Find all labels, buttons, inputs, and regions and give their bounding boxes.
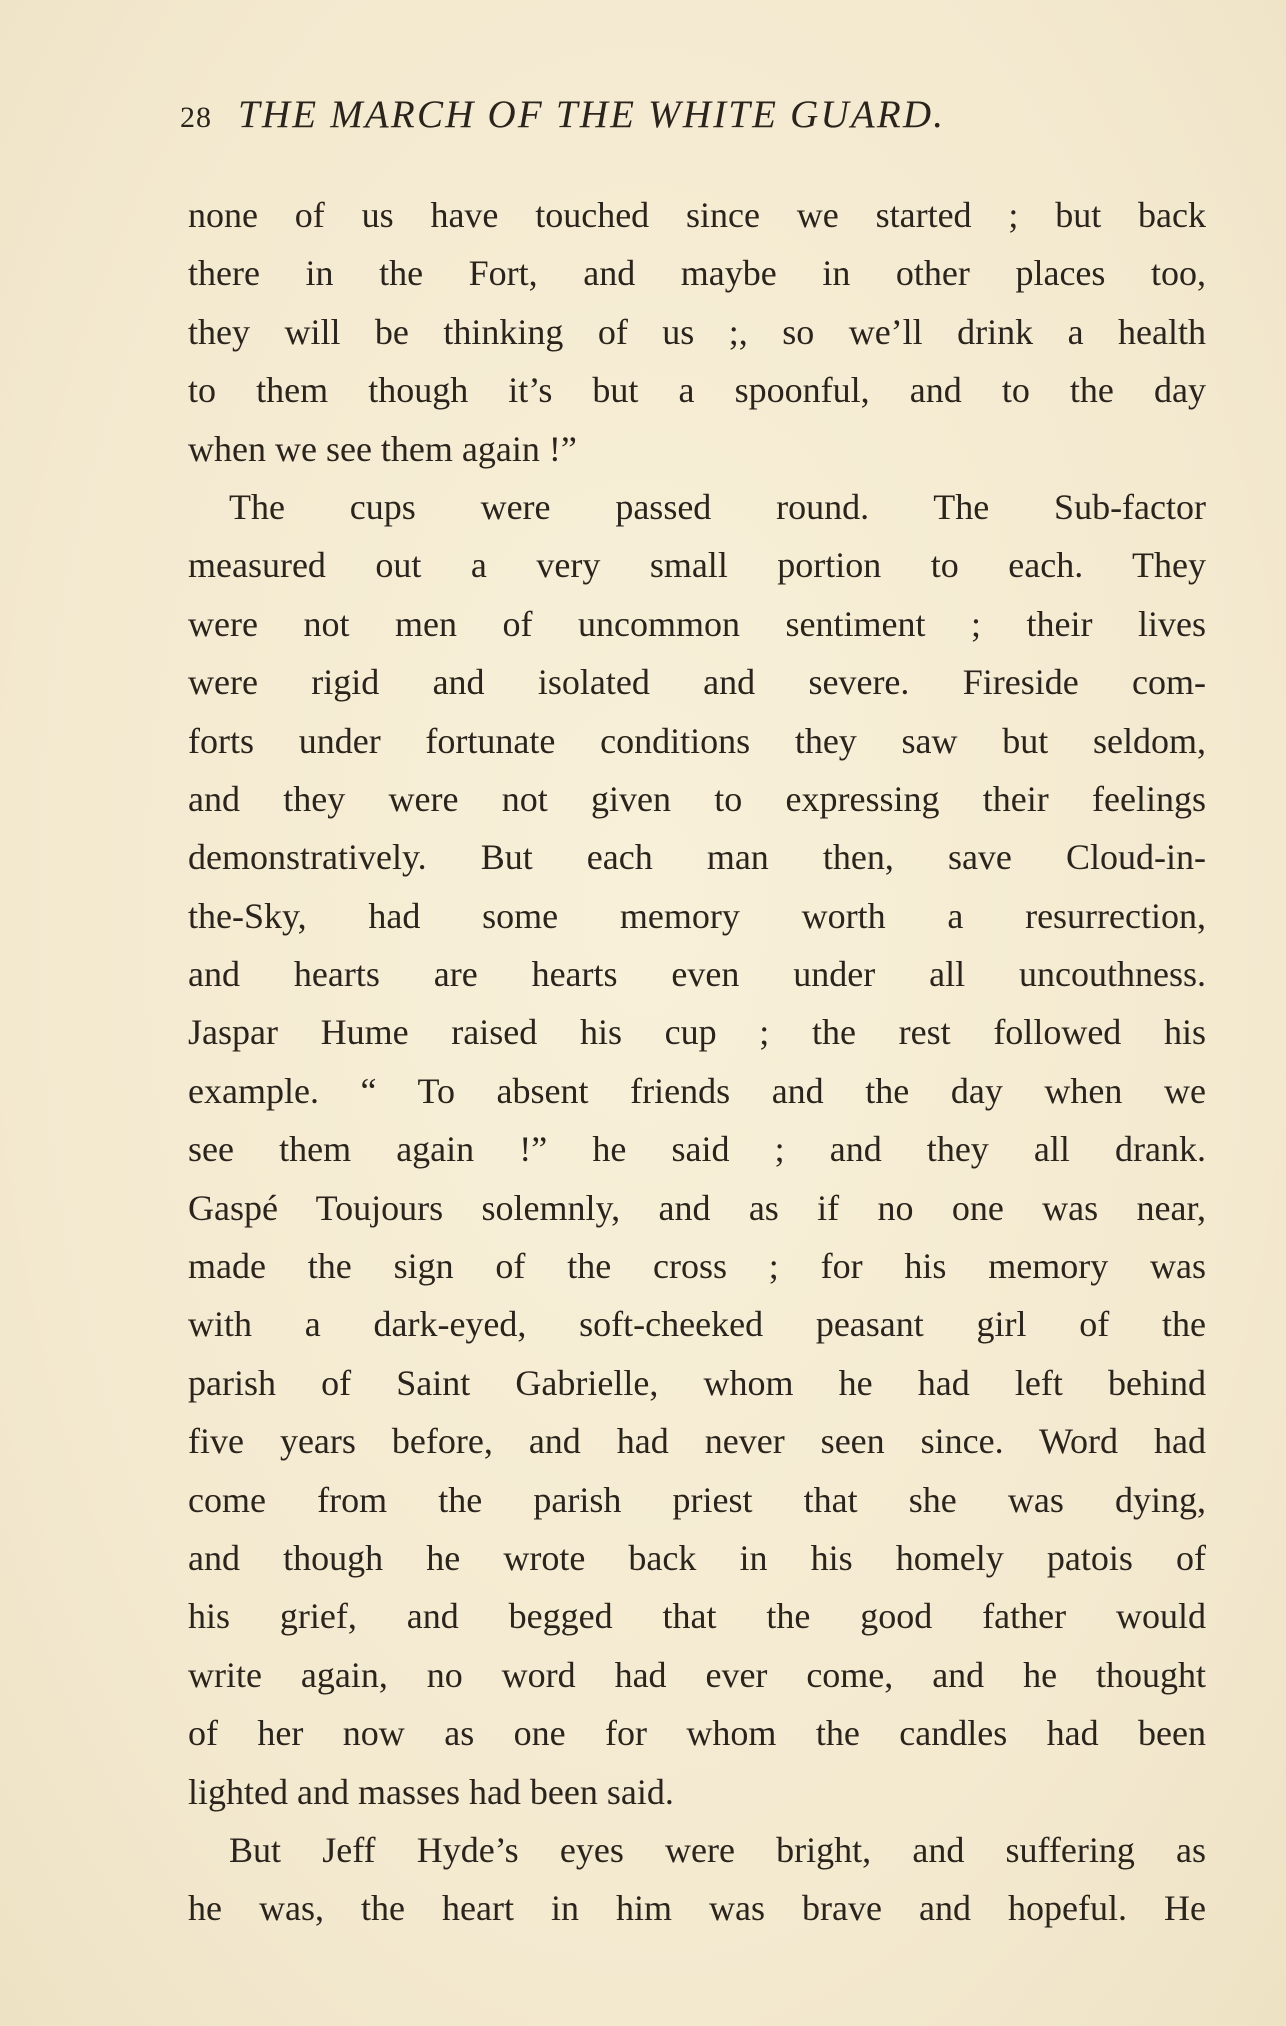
- text-line: and though he wrote back in his homely patois of: [188, 1537, 1206, 1578]
- text-line: write again, no word had ever come, and he thought: [188, 1654, 1206, 1695]
- text-line: there in the Fort, and maybe in other places too,: [188, 253, 1206, 294]
- text-line: when we see them again !”: [188, 428, 577, 469]
- text-line: five years before, and had never seen since. Word had: [188, 1421, 1206, 1462]
- text-line: with a dark-eyed, soft-cheeked peasant girl of the: [188, 1304, 1206, 1345]
- text-line: his grief, and begged that the good father would: [188, 1596, 1206, 1637]
- text-line: forts under fortunate conditions they saw but seldom,: [188, 720, 1206, 761]
- text-line: Gaspé Toujours solemnly, and as if no one was near,: [188, 1187, 1206, 1228]
- text-line: of her now as one for whom the candles had been: [188, 1713, 1206, 1754]
- body-text: [188, 186, 1206, 1938]
- text-line: come from the parish priest that she was dying,: [188, 1479, 1206, 1520]
- text-line: they will be thinking of us ;, so we’ll drink a health: [188, 311, 1206, 352]
- text-line: and they were not given to expressing their feelings: [188, 778, 1206, 819]
- text-line: and hearts are hearts even under all uncouthness.: [188, 954, 1206, 995]
- text-line: But Jeff Hyde’s eyes were bright, and suffering as: [229, 1829, 1206, 1870]
- running-title: THE MARCH OF THE WHITE GUARD.: [238, 93, 946, 136]
- text-line: The cups were passed round. The Sub-factor: [229, 486, 1206, 527]
- text-line: were not men of uncommon sentiment ; their lives: [188, 603, 1206, 644]
- text-line: lighted and masses had been said.: [188, 1771, 674, 1812]
- text-line: he was, the heart in him was brave and hopeful. He: [188, 1888, 1206, 1929]
- text-line: example. “ To absent friends and the day when we: [188, 1070, 1206, 1111]
- text-line: see them again !” he said ; and they all drank.: [188, 1129, 1206, 1170]
- text-line: to them though it’s but a spoonful, and to the day: [188, 370, 1206, 411]
- text-line: Jaspar Hume raised his cup ; the rest followed his: [188, 1012, 1206, 1053]
- text-line: the-Sky, had some memory worth a resurrection,: [188, 895, 1206, 936]
- text-line: none of us have touched since we started ; but back: [188, 195, 1206, 235]
- text-line: were rigid and isolated and severe. Fireside com-: [188, 662, 1206, 703]
- running-head: [180, 92, 1140, 142]
- text-line: made the sign of the cross ; for his memory was: [188, 1246, 1206, 1287]
- page-number: 28: [180, 101, 212, 134]
- text-line: demonstratively. But each man then, save Cloud-in-: [188, 837, 1206, 878]
- text-line: measured out a very small portion to each. They: [188, 545, 1206, 586]
- text-line: parish of Saint Gabrielle, whom he had left behind: [188, 1362, 1206, 1403]
